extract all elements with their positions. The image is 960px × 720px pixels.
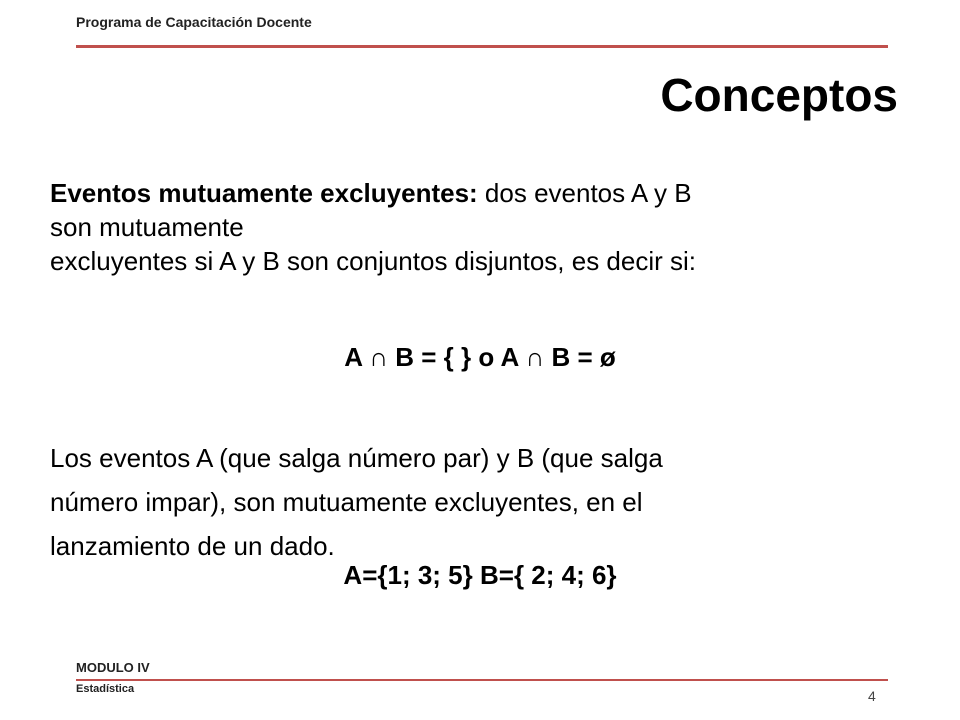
header-program-title: Programa de Capacitación Docente — [76, 14, 312, 30]
footer-subject: Estadística — [76, 683, 135, 695]
example-line-2: número impar), son mutuamente excluyentes, en el — [50, 487, 643, 517]
example-paragraph — [50, 436, 930, 568]
footer-module: MODULO IV — [76, 660, 150, 675]
definition-line-1 — [50, 176, 930, 210]
example-line-1: Los eventos A (que salga número par) y B (que salga — [50, 443, 663, 473]
definition-line-1-rest: dos eventos A y B — [477, 178, 692, 208]
header-divider — [76, 45, 888, 48]
definition-line-2: son mutuamente — [50, 212, 244, 242]
set-formula: A ∩ B = { } o A ∩ B = ø — [344, 342, 616, 372]
page-number: 4 — [868, 688, 876, 704]
definition-term: Eventos mutuamente excluyentes: — [50, 178, 478, 208]
footer-divider — [76, 679, 888, 681]
example-line-3: lanzamiento de un dado. — [50, 531, 335, 561]
definition-paragraph — [50, 176, 930, 278]
example-sets: A={1; 3; 5} B={ 2; 4; 6} — [343, 560, 617, 590]
slide-title: Conceptos — [660, 69, 898, 121]
definition-line-3: excluyentes si A y B son conjuntos disjuntos, es decir si: — [50, 246, 697, 276]
